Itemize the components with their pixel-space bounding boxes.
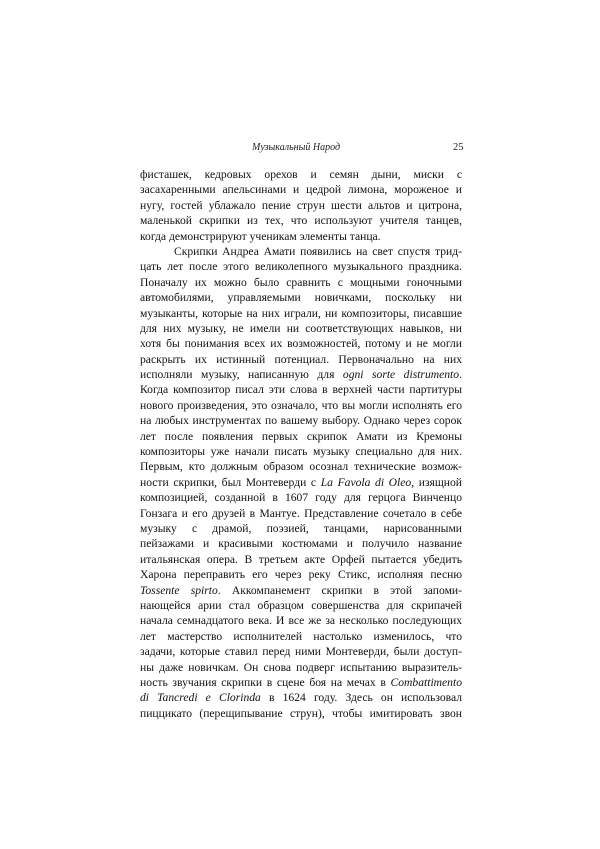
text-line: Гонзага и его друзей в Мантуе. Представление сочетало в себе xyxy=(140,506,462,520)
text-line: пиццикато (перещипывание струн), чтобы имитировать звон xyxy=(140,706,462,720)
italic-title: Combattimento xyxy=(390,675,462,689)
text-line: исполняли музыку, написанную для ogni sorte distrumento. xyxy=(140,368,462,382)
text-line: Харона переправить его через реку Стикс, исполняя песню xyxy=(140,568,462,582)
text-line: цать лет после этого великолепного музыкального праздника. xyxy=(140,260,462,274)
text-line: ны даже новичкам. Он снова подверг испытанию выразитель- xyxy=(140,660,462,674)
text-line: пейзажами и красивыми костюмами и получило название xyxy=(140,537,462,551)
text-line: фисташек, кедровых орехов и семян дыни, миски с xyxy=(140,168,462,181)
text-line: музыканты, которые на них играли, ни композиторы, писавшие xyxy=(140,306,462,320)
italic-title: ogni sorte distrumento xyxy=(342,368,460,382)
italic-title: Tossente spirto xyxy=(140,583,218,597)
text-line: Когда композитор писал эти слова в верхней части партитуры xyxy=(140,383,462,397)
text-line: ности скрипки, был Монтеверди с La Favola di Oleo, изящной xyxy=(140,475,462,489)
text-line: композиторы уже начали писать музыку специально для них. xyxy=(140,445,462,459)
text-line: Скрипки Андреа Амати появились на свет спустя трид- xyxy=(174,244,462,258)
text-line: задачи, которые ставил перед ними Монтеверди, были доступ- xyxy=(140,645,462,659)
text-line: итальянская опера. В третьем акте Орфей пытается убедить xyxy=(140,552,462,566)
text-line: когда демонстрируют ученикам элементы танца. xyxy=(140,229,381,243)
page-number: 25 xyxy=(453,142,464,153)
text-line: нающейся арии стал образцом совершенства для скрипачей xyxy=(140,598,462,612)
italic-title: di Tancredi e Clorinda xyxy=(140,691,261,705)
text-line: музыку с драмой, поэзией, танцами, нарисованными xyxy=(140,521,462,535)
text-line: засахаренными апельсинами и цедрой лимона, мороженое и xyxy=(140,183,462,197)
text-line: автомобилями, управляемыми новичками, поскольку ни xyxy=(140,291,462,305)
text-line: лет мастерство исполнителей настолько изменилось, что xyxy=(140,629,462,643)
text-line: ность звучания скрипки в сцене боя на мечах в Combattimento xyxy=(140,675,462,689)
text-line: нового произведения, это означало, что вы могли исполнять его xyxy=(140,398,462,412)
text-line: лет после появления первых скрипок Амати из Кремоны xyxy=(140,429,462,443)
text-line: Tossente spirto. Аккомпанемент скрипки в этой запоми- xyxy=(140,583,462,597)
text-line: на любых инструментах по вашему выбору. Однако через сорок xyxy=(140,414,462,428)
text-line: Первым, кто должным образом осознал технические возмож- xyxy=(140,460,462,474)
body-text xyxy=(140,167,462,721)
text-line: di Tancredi e Clorinda в 1624 году. Здесь он использовал xyxy=(140,691,462,705)
text-line: композицией, созданной в 1607 году для герцога Винченцо xyxy=(140,491,462,505)
text-line: нугу, гостей ублажало пение струн шести альтов и цитрона, xyxy=(140,198,462,212)
text-line: раскрыть их истинный потенциал. Первоначально на них xyxy=(140,352,462,366)
text-line: начала семнадцатого века. И все же за несколько последующих xyxy=(140,614,462,628)
italic-title: La Favola di Oleo xyxy=(320,475,412,489)
text-line: Поначалу их можно было сравнить с мощными гоночными xyxy=(140,275,462,289)
text-line: для них музыку, не имели ни соответствующих навыков, ни xyxy=(140,321,462,335)
text-line: маленькой скрипки из тех, что используют учителя танцев, xyxy=(140,214,462,228)
text-line: хотя бы понимания всех их возможностей, потому и не могли xyxy=(140,337,462,351)
running-title: Музыкальный Народ xyxy=(252,142,341,153)
